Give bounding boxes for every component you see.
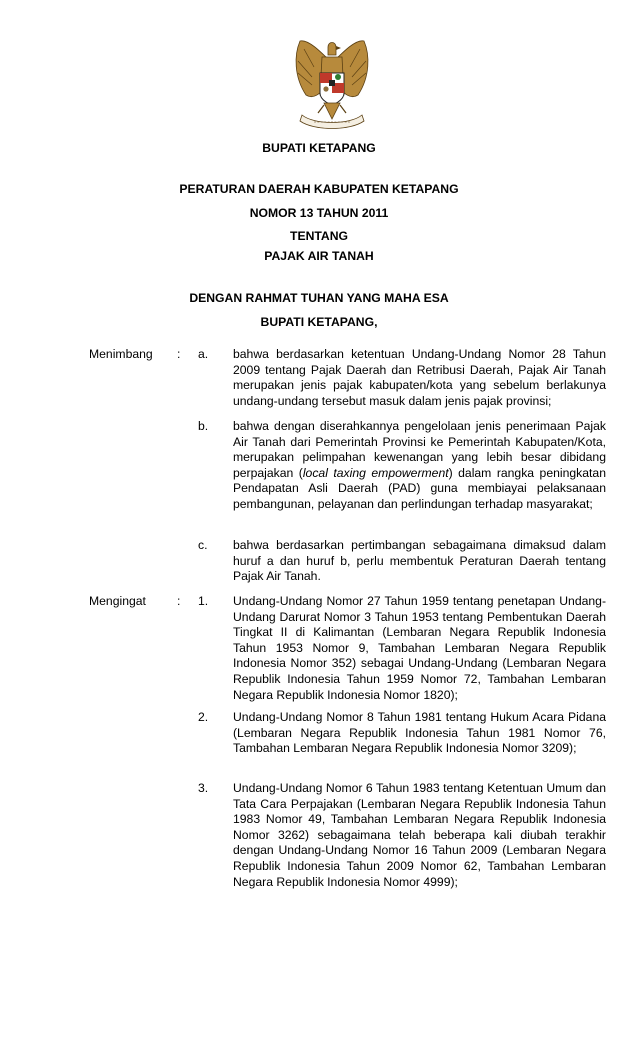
reference-3-text: Undang-Undang Nomor 6 Tahun 1983 tentang Ketentuan Umum dan Tata Cara Perpajakan (Lembaran Negara Republik Indonesia Tahun 1983 Nomor 49, Tambahan Lembaran Negara Republik Indonesia Nomor 3262) sebagaimana telah beberapa kali diubah terakhir dengan Undang-Undang Nomor 16 Tahun 2009 (Lembaran Negara Republik Indonesia Tahun 2009 Nomor 62, Tambahan Lembaran Negara Republik Indonesia Nomor 4999); xyxy=(233,781,606,889)
regulation-number: NOMOR 13 TAHUN 2011 xyxy=(249,206,389,220)
reference-1-mark: 1. xyxy=(198,594,209,608)
consideration-c-text: bahwa berdasarkan pertimbangan sebagaimana dimaksud dalam huruf a dan huruf b, perlu membentuk Peraturan Daerah tentang Pajak Air Tanah. xyxy=(233,538,606,584)
menimbang-colon: : xyxy=(177,347,181,361)
reference-3-mark: 3. xyxy=(198,781,209,795)
consideration-b-text-start: bahwa dengan diserahkannya pengelolaan jenis penerimaan Pajak Air Tanah dari Pemerintah Provinsi ke Pemerintah Kabupaten/Kota, merupakan pelimpahan kewenangan yang lebih besar dibidang perpajakan ( xyxy=(233,419,606,480)
regent-signature-title: BUPATI KETAPANG, xyxy=(260,315,378,329)
reference-1-text: Undang-Undang Nomor 27 Tahun 1959 tentang penetapan Undang-Undang Darurat Nomor 3 Tahun 1953 tentang Pembentukan Daerah Tingkat II di Kalimantan (Lembaran Negara Republik Indonesia Tahun 1953 Nomor 9, Tambahan Lembaran Negara Republik Indonesia Nomor 352) sebagai Undang-Undang (Lembaran Negara Republik Indonesia Tahun 1959 Nomor 72, Tambahan Lembaran Negara Republik Indonesia Nomor 1820); xyxy=(233,594,606,702)
consideration-b-italic-term: local taxing empowerment xyxy=(302,465,449,480)
regent-title: BUPATI KETAPANG xyxy=(262,141,376,155)
consideration-a-text: bahwa berdasarkan ketentuan Undang-Undang Nomor 28 Tahun 2009 tentang Pajak Daerah dan Retribusi Daerah, Pajak Air Tanah merupakan jenis pajak kabupaten/kota yang sebelum berlakunya undang-undang tersebut masuk dalam jenis pajak provinsi; xyxy=(233,347,606,408)
consideration-c-mark: c. xyxy=(198,538,208,552)
regulation-about: TENTANG xyxy=(290,229,348,243)
reference-2-mark: 2. xyxy=(198,710,209,724)
blessing-line: DENGAN RAHMAT TUHAN YANG MAHA ESA xyxy=(189,291,449,305)
regulation-title: PERATURAN DAERAH KABUPATEN KETAPANG xyxy=(179,182,459,196)
consideration-b-mark: b. xyxy=(198,419,209,433)
reference-2-text: Undang-Undang Nomor 8 Tahun 1981 tentang Hukum Acara Pidana (Lembaran Negara Republik Indonesia Tahun 1981 Nomor 76, Tambahan Lembaran Negara Republik Indonesia Nomor 3209); xyxy=(233,710,606,756)
mengingat-colon: : xyxy=(177,594,181,608)
consideration-b-text-end: ) dalam rangka peningkatan Pendapatan Asli Daerah (PAD) guna membiayai pelaksanaan pembangunan, pelayanan dan perlindungan terhadap masyarakat; xyxy=(233,465,606,511)
consideration-a-mark: a. xyxy=(198,347,209,361)
regulation-subject: PAJAK AIR TANAH xyxy=(264,249,374,263)
menimbang-label: Menimbang xyxy=(89,347,153,361)
garuda-emblem-icon xyxy=(284,33,380,133)
mengingat-label: Mengingat xyxy=(89,594,146,608)
consideration-b-text xyxy=(233,419,606,513)
